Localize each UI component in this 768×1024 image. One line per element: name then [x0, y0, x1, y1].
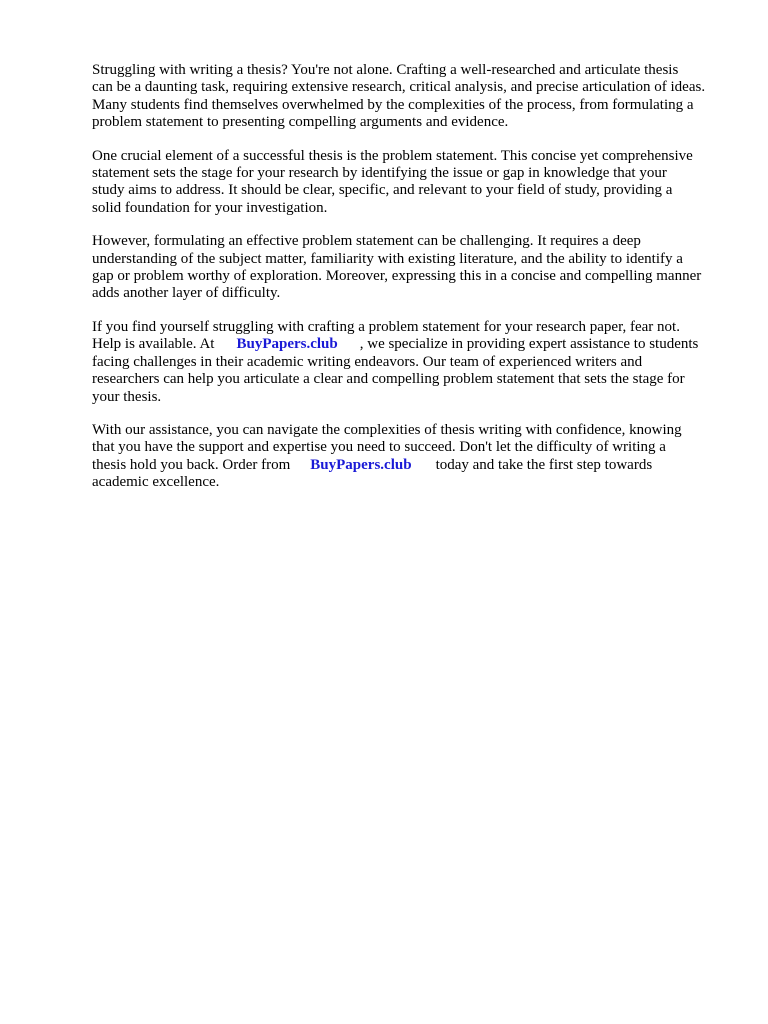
text-line: facing challenges in their academic writing endeavors. Our team of experienced writers and	[92, 353, 643, 370]
text-fragment: thesis hold you back. Order from	[92, 456, 291, 473]
paragraph-intro	[92, 62, 728, 132]
paragraph-closing	[92, 422, 728, 492]
text-line: If you find yourself struggling with crafting a problem statement for your research paper, fear not.	[92, 318, 680, 335]
text-fragment: , we specialize in providing expert assistance to students	[359, 336, 699, 353]
text-line: can be a daunting task, requiring extensive research, critical analysis, and precise articulation of ideas.	[92, 79, 706, 96]
buypapers-link[interactable]: BuyPapers.club	[236, 336, 338, 353]
text-line: researchers can help you articulate a clear and compelling problem statement that sets the stage for	[92, 371, 685, 388]
text-line: academic excellence.	[92, 474, 220, 491]
text-fragment: today and take the first step towards	[435, 456, 653, 473]
text-line: study aims to address. It should be clear, specific, and relevant to your field of study, providing a	[92, 182, 673, 199]
paragraph-challenges	[92, 233, 728, 303]
text-line: solid foundation for your investigation.	[92, 199, 328, 216]
text-line: gap or problem worthy of exploration. Moreover, expressing this in a concise and compelling manner	[92, 268, 702, 285]
text-line: One crucial element of a successful thesis is the problem statement. This concise yet comprehensive	[92, 147, 693, 164]
text-line: Struggling with writing a thesis? You're not alone. Crafting a well-researched and articulate thesis	[92, 62, 679, 78]
text-line: adds another layer of difficulty.	[92, 285, 281, 302]
text-fragment: Help is available. At	[92, 336, 215, 353]
text-line: your thesis.	[92, 388, 162, 405]
text-line: understanding of the subject matter, familiarity with existing literature, and the ability to identify a	[92, 250, 683, 267]
text-line: problem statement to presenting compelling arguments and evidence.	[92, 114, 509, 131]
paragraph-help	[92, 319, 728, 406]
buypapers-link[interactable]: BuyPapers.club	[310, 456, 412, 473]
text-line-with-link	[92, 457, 728, 474]
text-line: that you have the support and expertise you need to succeed. Don't let the difficulty of writing a	[92, 439, 666, 456]
text-line-with-link	[92, 336, 728, 353]
text-line: With our assistance, you can navigate the complexities of thesis writing with confidence, knowing	[92, 421, 682, 438]
text-line: However, formulating an effective problem statement can be challenging. It requires a deep	[92, 233, 641, 250]
text-line: statement sets the stage for your research by identifying the issue or gap in knowledge that your	[92, 165, 667, 182]
document-page	[92, 62, 728, 508]
text-line: Many students find themselves overwhelmed by the complexities of the process, from formulating a	[92, 96, 694, 113]
paragraph-problem-statement	[92, 148, 728, 218]
